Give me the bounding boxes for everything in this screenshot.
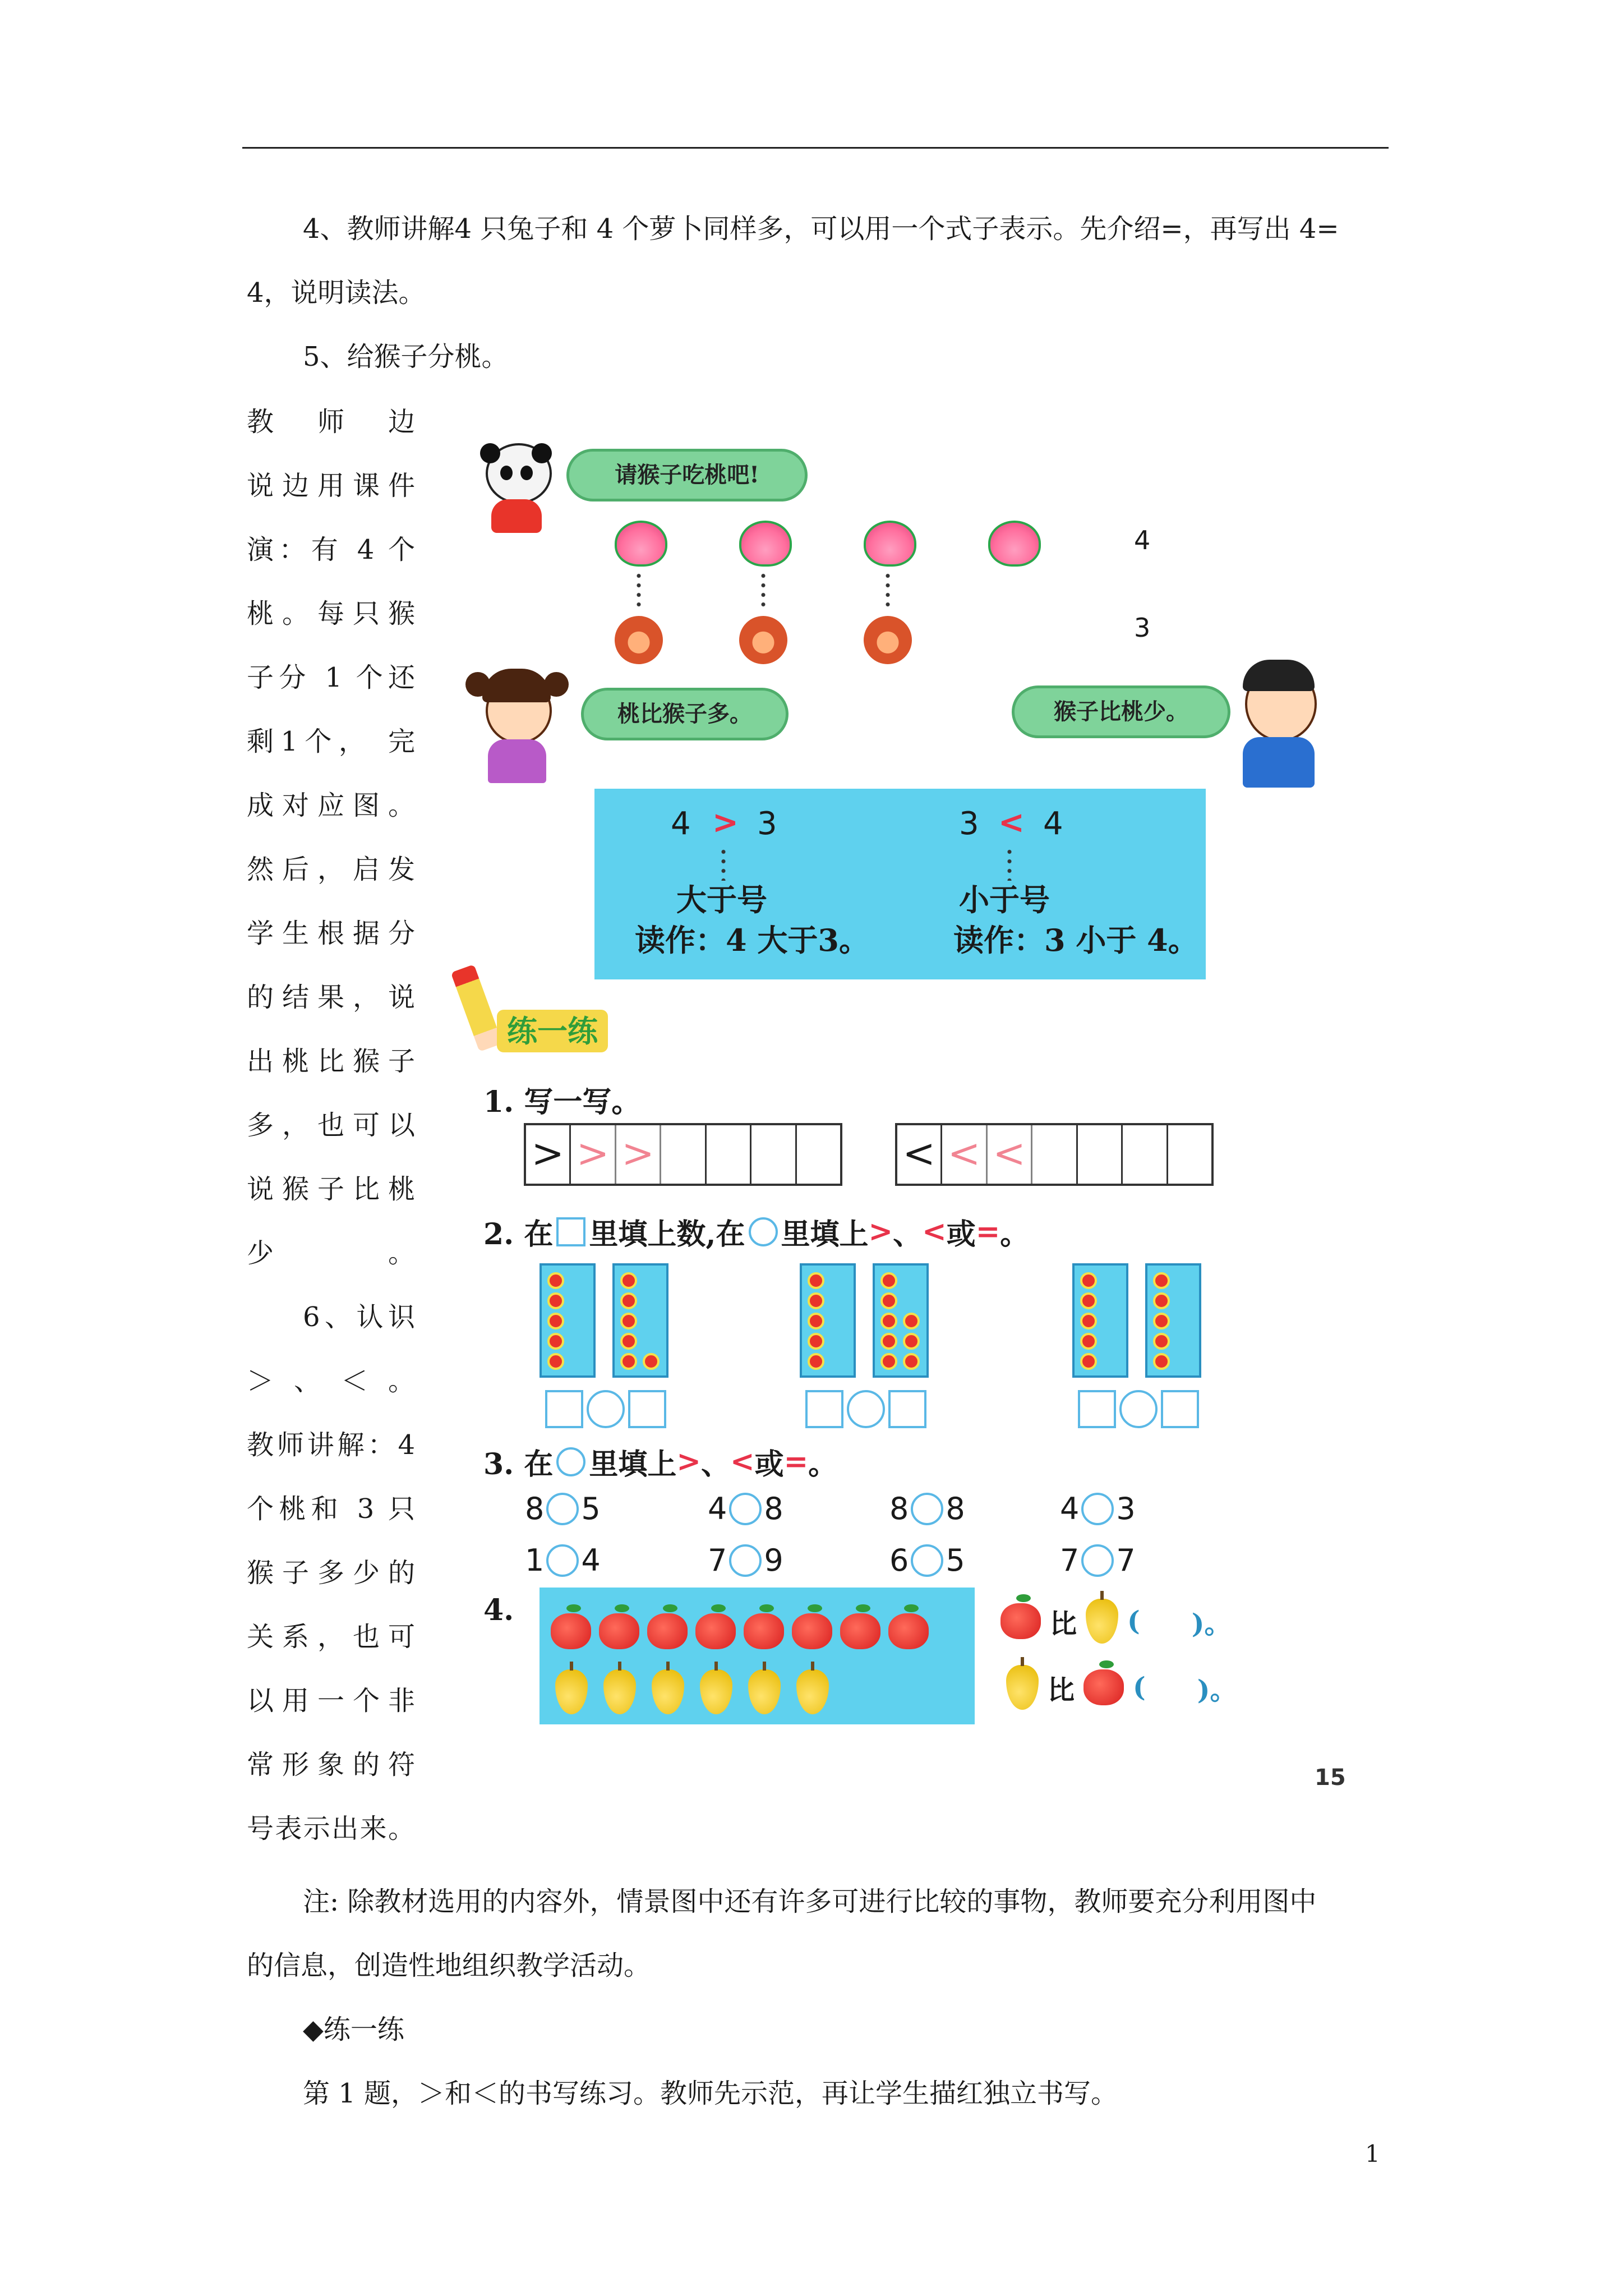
q2-end: 。 bbox=[1000, 1217, 1030, 1251]
answer-circle[interactable] bbox=[546, 1544, 579, 1577]
grid-cell[interactable] bbox=[1078, 1125, 1123, 1184]
side-column-line: ＞、＜。 bbox=[247, 1365, 415, 1397]
dot bbox=[880, 1272, 897, 1289]
paragraph-4-line2: 4，说明读法。 bbox=[247, 277, 426, 309]
match-dots bbox=[637, 571, 641, 610]
left-number: 4 bbox=[708, 1491, 727, 1526]
dot bbox=[620, 1313, 637, 1329]
dot bbox=[1080, 1353, 1097, 1370]
match-dots bbox=[886, 571, 890, 610]
pear-icon bbox=[1006, 1665, 1039, 1710]
dot bbox=[808, 1333, 824, 1350]
dot bbox=[903, 1353, 920, 1370]
side-column-line: 学生根据分 bbox=[247, 918, 415, 949]
pear-icon bbox=[652, 1669, 684, 1714]
side-column-line: 的结果，说 bbox=[247, 982, 415, 1013]
monkey-count: 3 bbox=[1134, 613, 1151, 643]
grid-cell[interactable] bbox=[1032, 1125, 1077, 1184]
comparison-item bbox=[525, 1491, 601, 1526]
grid-cell: > bbox=[571, 1125, 616, 1184]
paren-open: ( bbox=[1133, 1672, 1146, 1703]
paren-close: )。 bbox=[1197, 1674, 1237, 1706]
dot-card bbox=[800, 1263, 856, 1378]
apple-icon bbox=[695, 1613, 736, 1649]
panda-speech-bubble: 请猴子吃桃吧! bbox=[566, 449, 808, 501]
pear-icon bbox=[1086, 1599, 1118, 1644]
comparison-item bbox=[1060, 1543, 1136, 1578]
comparison-box bbox=[594, 789, 1206, 979]
side-column-line: 以用一个非 bbox=[247, 1685, 415, 1717]
dot bbox=[620, 1272, 637, 1289]
q2-or: 或 bbox=[946, 1217, 976, 1251]
exercise-1-text: 第 1 题，＞和＜的书写练习。教师先示范，再让学生描红独立书写。 bbox=[303, 2078, 1118, 2109]
left-number: 1 bbox=[525, 1543, 545, 1578]
dot bbox=[1153, 1292, 1170, 1309]
comparison-item bbox=[708, 1491, 783, 1526]
grid-cell[interactable] bbox=[707, 1125, 751, 1184]
dot bbox=[1080, 1333, 1097, 1350]
dot bbox=[808, 1272, 824, 1289]
paren-close: )。 bbox=[1191, 1608, 1232, 1640]
side-column-line: 6、认识 bbox=[303, 1301, 415, 1333]
header-rule bbox=[242, 147, 1389, 149]
answer-box[interactable] bbox=[888, 1390, 926, 1428]
comparison-item bbox=[889, 1491, 965, 1526]
right-number: 8 bbox=[764, 1491, 783, 1526]
question-1: 1. 写一写。 bbox=[483, 1085, 641, 1119]
answer-box[interactable] bbox=[1078, 1390, 1116, 1428]
q2-gt: > bbox=[868, 1214, 893, 1249]
book-page-number: 15 bbox=[1315, 1765, 1346, 1791]
fruit-box bbox=[540, 1588, 975, 1724]
apple-icon bbox=[792, 1613, 832, 1649]
apple-icon bbox=[647, 1613, 688, 1649]
page-number: 1 bbox=[1365, 2140, 1380, 2168]
q2-sep: 、 bbox=[893, 1217, 923, 1251]
less-than-symbol: < bbox=[998, 804, 1025, 841]
side-column-line: 号表示出来。 bbox=[247, 1813, 415, 1844]
monkey-icon bbox=[864, 616, 912, 664]
q3-sep: 、 bbox=[700, 1447, 730, 1481]
paragraph-5: 5、给猴子分桃。 bbox=[303, 341, 509, 372]
dot-card bbox=[612, 1263, 668, 1378]
dot bbox=[808, 1313, 824, 1329]
dot-card bbox=[540, 1263, 596, 1378]
dot bbox=[880, 1333, 897, 1350]
apple-icon bbox=[744, 1613, 784, 1649]
dot bbox=[880, 1353, 897, 1370]
pear-icon bbox=[796, 1669, 829, 1714]
dot bbox=[547, 1313, 564, 1329]
greater-than-symbol: > bbox=[712, 804, 739, 841]
right-number: 9 bbox=[764, 1543, 783, 1578]
section-heading: ◆练一练 bbox=[303, 2014, 404, 2045]
circle-icon bbox=[556, 1447, 585, 1476]
q3-lt: < bbox=[730, 1444, 755, 1479]
left-number: 6 bbox=[889, 1543, 909, 1578]
q3-gt: > bbox=[676, 1444, 701, 1479]
note-line2: 的信息，创造性地组织教学活动。 bbox=[247, 1950, 651, 1981]
lt-right-number: 4 bbox=[1043, 806, 1063, 842]
dot bbox=[547, 1292, 564, 1309]
dot bbox=[903, 1333, 920, 1350]
left-number: 4 bbox=[1060, 1491, 1080, 1526]
left-number: 7 bbox=[708, 1543, 727, 1578]
q3-text-b: 里填上 bbox=[589, 1447, 677, 1481]
boy-speech-bubble: 猴子比桃少。 bbox=[1012, 685, 1230, 738]
compare-word: 比 bbox=[1048, 1674, 1075, 1706]
grid-cell: > bbox=[616, 1125, 661, 1184]
grid-cell: < bbox=[988, 1125, 1032, 1184]
dot-card bbox=[1145, 1263, 1201, 1378]
side-column-line: 出桃比猴子 bbox=[247, 1046, 415, 1077]
grid-cell[interactable] bbox=[797, 1125, 840, 1184]
apple-icon bbox=[840, 1613, 880, 1649]
grid-cell: < bbox=[942, 1125, 987, 1184]
monkey-icon bbox=[615, 616, 663, 664]
panda-illustration bbox=[480, 443, 553, 533]
grid-cell[interactable] bbox=[751, 1125, 796, 1184]
answer-circle[interactable] bbox=[847, 1390, 885, 1428]
side-column-line: 少。 bbox=[247, 1237, 415, 1269]
paragraph-4-line1: 4、教师讲解4 只兔子和 4 个萝卜同样多，可以用一个式子表示。先介绍=，再写出 4= bbox=[303, 213, 1339, 245]
compare-word: 比 bbox=[1050, 1608, 1077, 1640]
comparison-item bbox=[889, 1543, 965, 1578]
answer-box[interactable] bbox=[628, 1390, 666, 1428]
grid-cell[interactable] bbox=[661, 1125, 706, 1184]
q3-eq: = bbox=[783, 1444, 809, 1479]
q4-line-2 bbox=[1006, 1665, 1237, 1710]
answer-circle[interactable] bbox=[1081, 1544, 1114, 1577]
dot bbox=[1153, 1353, 1170, 1370]
answer-circle[interactable] bbox=[546, 1493, 579, 1525]
pear-icon bbox=[603, 1669, 636, 1714]
grid-cell[interactable] bbox=[1123, 1125, 1168, 1184]
answer-box[interactable] bbox=[545, 1390, 583, 1428]
practice-title: 练一练 bbox=[497, 1010, 608, 1052]
box-icon bbox=[556, 1217, 585, 1246]
peach-icon bbox=[739, 521, 792, 567]
peach-count: 4 bbox=[1134, 525, 1151, 555]
answer-circle[interactable] bbox=[729, 1493, 762, 1525]
dot-card bbox=[873, 1263, 929, 1378]
side-column-line: 说猴子比桃 bbox=[247, 1174, 415, 1205]
side-column-line: 教师讲解：4 bbox=[247, 1429, 415, 1461]
lt-left-number: 3 bbox=[959, 806, 979, 842]
apple-icon bbox=[1083, 1669, 1124, 1705]
gt-pointer-dots bbox=[721, 847, 726, 881]
gt-writing-grid bbox=[524, 1123, 842, 1186]
lt-writing-grid bbox=[895, 1123, 1214, 1186]
pear-icon bbox=[555, 1669, 588, 1714]
monkey-icon bbox=[739, 616, 787, 664]
side-column-line: 子分 1 个还 bbox=[247, 662, 415, 693]
answer-circle[interactable] bbox=[911, 1493, 943, 1525]
q4-line-1 bbox=[1000, 1599, 1231, 1644]
right-number: 5 bbox=[581, 1491, 601, 1526]
comparison-item bbox=[708, 1543, 783, 1578]
answer-circle[interactable] bbox=[911, 1544, 943, 1577]
gt-name: 大于号 bbox=[676, 882, 767, 918]
side-column-line: 桃。每只猴 bbox=[247, 598, 415, 629]
side-column-line: 成对应图。 bbox=[247, 790, 415, 821]
answer-circle[interactable] bbox=[587, 1390, 625, 1428]
answer-circle[interactable] bbox=[1119, 1390, 1158, 1428]
side-column-line: 教 师 边 bbox=[247, 406, 415, 438]
gt-reading: 读作：4 大于3。 bbox=[635, 922, 869, 958]
left-number: 8 bbox=[525, 1491, 545, 1526]
pear-icon bbox=[748, 1669, 781, 1714]
dot bbox=[1153, 1272, 1170, 1289]
answer-box[interactable] bbox=[1161, 1390, 1199, 1428]
dot bbox=[1153, 1313, 1170, 1329]
pencil-icon bbox=[451, 964, 503, 1052]
side-column-line: 关系，也可 bbox=[247, 1621, 415, 1653]
girl-speech-bubble: 桃比猴子多。 bbox=[581, 688, 789, 740]
q2-text-c: 里填上 bbox=[781, 1217, 869, 1251]
q3-or: 或 bbox=[754, 1447, 784, 1481]
q3-end: 。 bbox=[808, 1447, 838, 1481]
dot bbox=[620, 1353, 637, 1370]
question-2 bbox=[483, 1211, 1029, 1253]
side-column-line: 个桃和 3 只 bbox=[247, 1493, 415, 1525]
side-column-line: 多，也可以 bbox=[247, 1110, 415, 1141]
dot bbox=[1080, 1292, 1097, 1309]
left-number: 7 bbox=[1060, 1543, 1080, 1578]
dot bbox=[1080, 1272, 1097, 1289]
apple-icon bbox=[599, 1613, 639, 1649]
dot bbox=[880, 1292, 897, 1309]
match-dots bbox=[761, 571, 766, 610]
dot-card bbox=[1072, 1263, 1128, 1378]
dot bbox=[1080, 1313, 1097, 1329]
gt-left-number: 4 bbox=[671, 806, 691, 842]
answer-box[interactable] bbox=[805, 1390, 843, 1428]
side-column-line: 常形象的符 bbox=[247, 1749, 415, 1780]
right-number: 5 bbox=[946, 1543, 965, 1578]
dot bbox=[620, 1292, 637, 1309]
grid-cell[interactable] bbox=[1168, 1125, 1211, 1184]
dot bbox=[1153, 1333, 1170, 1350]
apple-icon bbox=[888, 1613, 929, 1649]
dot bbox=[903, 1313, 920, 1329]
dot bbox=[547, 1333, 564, 1350]
q2-eq: = bbox=[975, 1214, 1000, 1249]
pear-row bbox=[555, 1669, 829, 1714]
q2-text-a: 2. 在 bbox=[483, 1217, 554, 1251]
girl-illustration bbox=[465, 666, 566, 784]
answer-circle[interactable] bbox=[1081, 1493, 1114, 1525]
note-line1: 注: 除教材选用的内容外，情景图中还有许多可进行比较的事物，教师要充分利用图中 bbox=[303, 1886, 1317, 1917]
peach-icon bbox=[615, 521, 667, 567]
grid-cell: < bbox=[897, 1125, 942, 1184]
peach-icon bbox=[864, 521, 916, 567]
comparison-item bbox=[525, 1543, 601, 1578]
lt-reading: 读作：3 小于 4。 bbox=[953, 922, 1198, 958]
q2-text-b: 里填上数,在 bbox=[589, 1217, 745, 1251]
dot bbox=[547, 1353, 564, 1370]
side-column-line: 猴子多少的 bbox=[247, 1557, 415, 1589]
right-number: 3 bbox=[1116, 1491, 1136, 1526]
right-number: 4 bbox=[581, 1543, 601, 1578]
dot bbox=[620, 1333, 637, 1350]
lt-name: 小于号 bbox=[959, 882, 1050, 918]
apple-icon bbox=[551, 1613, 591, 1649]
boy-illustration bbox=[1234, 655, 1324, 790]
pear-icon bbox=[700, 1669, 732, 1714]
q3-text-a: 3. 在 bbox=[483, 1447, 554, 1481]
q2-lt: < bbox=[922, 1214, 947, 1249]
lt-pointer-dots bbox=[1007, 847, 1012, 881]
side-column-line: 然后，启发 bbox=[247, 854, 415, 885]
comparison-item bbox=[1060, 1491, 1136, 1526]
left-number: 8 bbox=[889, 1491, 909, 1526]
side-column-line: 剩1个， 完 bbox=[247, 726, 415, 757]
dot bbox=[808, 1292, 824, 1309]
dot bbox=[880, 1313, 897, 1329]
circle-icon bbox=[749, 1217, 778, 1246]
side-column-line: 说边用课件 bbox=[247, 470, 415, 501]
dot bbox=[643, 1353, 660, 1370]
side-column-line: 演：有 4 个 bbox=[247, 534, 415, 565]
right-number: 7 bbox=[1116, 1543, 1136, 1578]
dot bbox=[808, 1353, 824, 1370]
question-3 bbox=[483, 1441, 837, 1483]
dot bbox=[547, 1272, 564, 1289]
question-4: 4. bbox=[483, 1593, 514, 1627]
peach-icon bbox=[988, 521, 1041, 567]
apple-icon bbox=[1000, 1603, 1041, 1639]
answer-circle[interactable] bbox=[729, 1544, 762, 1577]
grid-cell: > bbox=[526, 1125, 571, 1184]
apple-row bbox=[551, 1613, 929, 1649]
paren-open: ( bbox=[1127, 1605, 1140, 1637]
right-number: 8 bbox=[946, 1491, 965, 1526]
gt-right-number: 3 bbox=[757, 806, 777, 842]
